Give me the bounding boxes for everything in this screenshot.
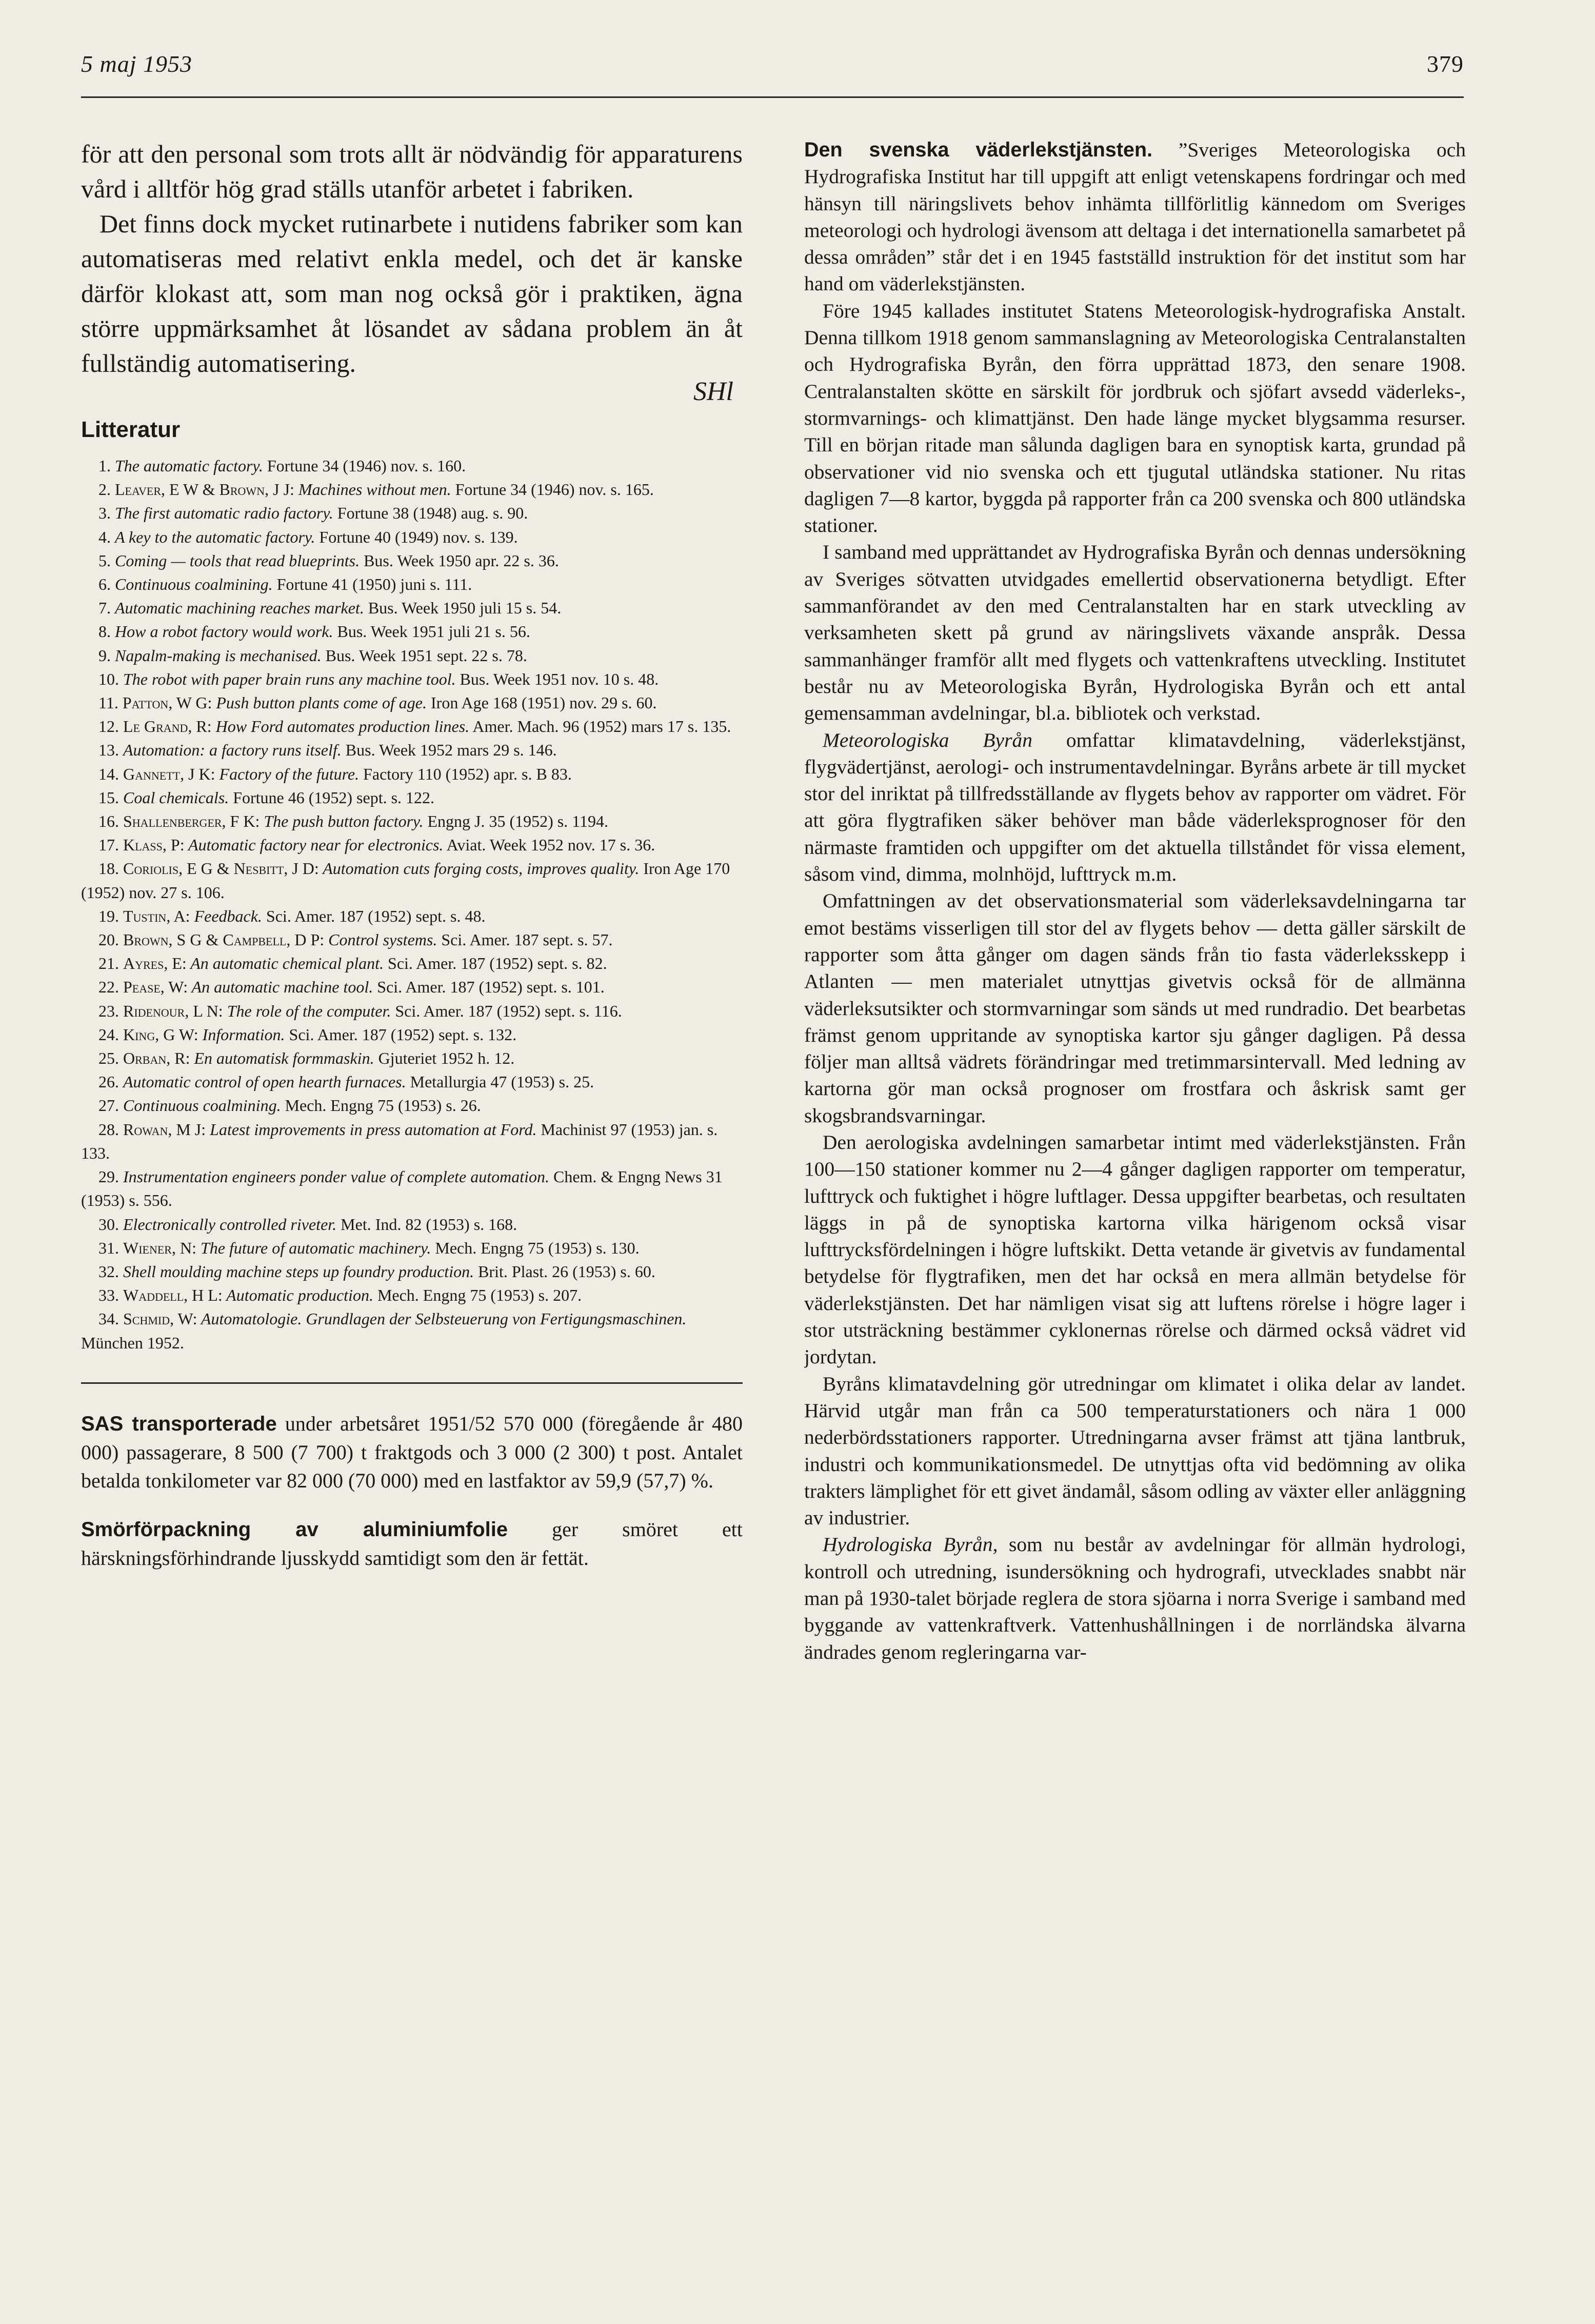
- reference-item: [81, 904, 743, 928]
- reference-source: Fortune 41 (1950) juni s. 111.: [272, 575, 472, 594]
- reference-title: Automatic factory near for electronics.: [184, 836, 444, 855]
- reference-number: 14.: [98, 764, 119, 783]
- reference-authors: Shallenberger, F K:: [123, 812, 260, 831]
- reference-item: [81, 928, 743, 951]
- reference-source: Iron Age 170 (1952) nov. 27 s. 106.: [81, 859, 730, 902]
- reference-number: 26.: [98, 1072, 119, 1091]
- reference-title: The first automatic radio factory.: [115, 504, 333, 523]
- reference-title: A key to the automatic factory.: [115, 527, 315, 546]
- reference-item: [81, 620, 743, 643]
- reference-authors: Leaver, E W & Brown, J J:: [115, 480, 294, 499]
- reference-number: 29.: [98, 1167, 119, 1186]
- left-column: [81, 136, 743, 2291]
- reference-number: 21.: [98, 954, 119, 973]
- reference-item: [81, 691, 743, 714]
- reference-source: Aviat. Week 1952 nov. 17 s. 36.: [443, 836, 655, 855]
- article-ending: [81, 136, 743, 381]
- reference-source: Metallurgia 47 (1953) s. 25.: [406, 1072, 594, 1091]
- reference-item: [81, 596, 743, 620]
- reference-authors: Schmid, W:: [123, 1309, 197, 1328]
- reference-source: Amer. Mach. 96 (1952) mars 17 s. 135.: [469, 717, 731, 736]
- reference-number: 23.: [98, 1001, 119, 1020]
- reference-source: Engng J. 35 (1952) s. 1194.: [423, 812, 609, 831]
- reference-number: 8.: [98, 622, 111, 641]
- reference-source: Mech. Engng 75 (1953) s. 207.: [373, 1286, 582, 1305]
- reference-item: [81, 833, 743, 857]
- reference-source: Bus. Week 1951 nov. 10 s. 48.: [455, 669, 659, 688]
- reference-authors: Patton, W G:: [122, 693, 212, 712]
- reference-title: An automatic chemical plant.: [186, 954, 384, 973]
- reference-title: The role of the computer.: [223, 1001, 391, 1020]
- reference-authors: King, G W:: [123, 1025, 198, 1044]
- reference-title: Automation: a factory runs itself.: [123, 741, 342, 760]
- reference-title: How Ford automates production lines.: [211, 717, 470, 736]
- reference-number: 18.: [98, 859, 119, 878]
- reference-number: 20.: [98, 930, 119, 949]
- reference-number: 12.: [98, 717, 119, 736]
- reference-number: 1.: [98, 456, 111, 475]
- references-list: [81, 454, 743, 1355]
- reference-authors: Wiener, N:: [123, 1238, 196, 1257]
- reference-item: [81, 454, 743, 478]
- reference-item: [81, 549, 743, 572]
- issue-date: 5 maj 1953: [81, 51, 192, 77]
- reference-item: [81, 644, 743, 667]
- reference-number: 17.: [98, 836, 119, 855]
- reference-source: Mech. Engng 75 (1953) s. 26.: [281, 1096, 481, 1115]
- reference-authors: Tustin, A:: [123, 906, 190, 925]
- reference-number: 7.: [98, 599, 111, 618]
- reference-title: Continuous coalmining.: [115, 575, 273, 594]
- reference-number: 4.: [98, 527, 111, 546]
- reference-title: How a robot factory would work.: [115, 622, 333, 641]
- reference-item: [81, 809, 743, 833]
- subsection-heading: Meteorologiska Byrån: [823, 728, 1032, 751]
- news-note-foil: [81, 1515, 743, 1572]
- reference-source: Gjuteriet 1952 h. 12.: [374, 1049, 515, 1068]
- reference-title: Coming — tools that read blueprints.: [115, 551, 360, 570]
- note-heading: SAS transporterade: [81, 1412, 277, 1435]
- right-column: [804, 136, 1466, 2291]
- reference-title: The robot with paper brain runs any machine tool.: [123, 669, 456, 688]
- reference-authors: Ridenour, L N:: [123, 1001, 223, 1020]
- reference-title: Instrumentation engineers ponder value of complete automation.: [123, 1167, 549, 1186]
- reference-item: [81, 762, 743, 786]
- reference-number: 27.: [98, 1096, 119, 1115]
- reference-authors: Ayres, E:: [123, 954, 187, 973]
- reference-source: Iron Age 168 (1951) nov. 29 s. 60.: [427, 693, 657, 712]
- reference-source: Sci. Amer. 187 (1952) sept. s. 116.: [391, 1001, 622, 1020]
- reference-source: Bus. Week 1952 mars 29 s. 146.: [341, 741, 557, 760]
- reference-item: [81, 525, 743, 549]
- reference-title: Shell moulding machine steps up foundry production.: [123, 1262, 474, 1281]
- article-heading: Den svenska väderlekstjänsten.: [804, 138, 1153, 161]
- reference-number: 10.: [98, 669, 119, 688]
- note-heading: Smörförpackning av aluminiumfolie: [81, 1518, 508, 1541]
- reference-number: 19.: [98, 906, 119, 925]
- reference-number: 2.: [98, 480, 111, 499]
- reference-title: Automation cuts forging costs, improves quality.: [318, 859, 640, 878]
- reference-authors: Brown, S G & Campbell, D P:: [123, 930, 325, 949]
- reference-source: Sci. Amer. 187 sept. s. 57.: [437, 930, 613, 949]
- article-paragraph: Den svenska väderlekstjänsten. ”Sveriges Meteorologiska och Hydrografiska Institut har till uppgift att enligt vetenskapens fordringar och med hänsyn till näringslivets behov inhämta tillförlitlig kännedom om Sveriges meteorologi och hydrologi ävensom att deltaga i det internationella samarbetet på dessa områden” står det i en 1945 fastställd instruktion för det institut som har hand om väderlekstjänsten.: [804, 138, 1466, 295]
- reference-item: [81, 1023, 743, 1046]
- lead-paragraph: Det finns dock mycket rutinarbete i nutidens fabriker som kan automatiseras med relativt enkla medel, och det är kanske därför klokast att, som man nog också gör i praktiken, ägna större uppmärksamhet åt lösandet av sådana problem än åt fullständig automatisering.: [81, 209, 743, 378]
- reference-number: 34.: [98, 1309, 119, 1328]
- reference-item: [81, 999, 743, 1023]
- reference-number: 6.: [98, 575, 111, 594]
- reference-item: [81, 1165, 743, 1212]
- page-number: 379: [1427, 51, 1464, 77]
- article-paragraph: Omfattningen av det observationsmaterial som väderleksavdelningarna tar emot bestäms visserligen till stor del av flygets behov — detta gäller särskilt de rapporter som åtta gånger om dagen sänds från tio fasta väderleksskepp i Atlanten — men materialet utnyttjas givetvis också för de allmänna väderleksutsikter och stormvarningar som sänds ut med rundradio. Det bearbetas främst genom uppritande av synoptiska kartor sju gånger dagligen. På dessa följer man alltså vädrets förändringar med tretimmarsintervall. Med ledning av kartorna gör man också prognoser om frostfara och åskrisk samt ger skogsbrandsvarningar.: [804, 889, 1466, 1127]
- reference-source: Brit. Plast. 26 (1953) s. 60.: [474, 1262, 655, 1281]
- reference-title: En automatisk formmaskin.: [190, 1049, 374, 1068]
- reference-authors: Pease, W:: [123, 978, 188, 997]
- reference-source: Sci. Amer. 187 (1952) sept. s. 82.: [384, 954, 607, 973]
- page-header: [81, 45, 1464, 98]
- reference-number: 3.: [98, 504, 111, 523]
- reference-number: 13.: [98, 741, 119, 760]
- reference-source: Factory 110 (1952) apr. s. B 83.: [359, 764, 572, 783]
- reference-title: The push button factory.: [260, 812, 424, 831]
- reference-item: [81, 975, 743, 999]
- reference-item: [81, 1213, 743, 1236]
- reference-source: Fortune 34 (1946) nov. s. 165.: [451, 480, 654, 499]
- reference-source: Machinist 97 (1953) jan. s. 133.: [81, 1120, 718, 1162]
- reference-item: [81, 786, 743, 809]
- note-text: ger smöret ett härskningsförhindrande ljusskydd samtidigt som den är fettät.: [81, 1517, 743, 1570]
- reference-item: [81, 572, 743, 596]
- reference-number: 16.: [98, 812, 119, 831]
- reference-title: Machines without men.: [294, 480, 451, 499]
- reference-title: The future of automatic machinery.: [196, 1238, 431, 1257]
- reference-number: 30.: [98, 1215, 119, 1234]
- reference-title: An automatic machine tool.: [188, 978, 373, 997]
- weather-service-article: [804, 136, 1466, 1665]
- reference-title: Automatic production.: [222, 1286, 373, 1305]
- reference-source: Fortune 40 (1949) nov. s. 139.: [315, 527, 518, 546]
- reference-title: Feedback.: [190, 906, 262, 925]
- reference-number: 28.: [98, 1120, 119, 1139]
- reference-source: Sci. Amer. 187 (1952) sept. s. 48.: [262, 906, 486, 925]
- reference-number: 24.: [98, 1025, 119, 1044]
- reference-title: Automatologie. Grundlagen der Selbsteuerung von Fertigungsmaschinen.: [197, 1309, 687, 1328]
- article-paragraph: Den aerologiska avdelningen samarbetar intimt med väderlekstjänsten. Från 100—150 stationer kommer nu 2—4 gånger dagligen rapporter om temperatur, lufttryck och fuktighet i högre luftlager. Dessa uppgifter bearbetas, och resultaten läggs in på de synoptiska kartorna vilka härigenom också visar lufttrycksfördelningen i högre luftskikt. Detta vetande är givetvis av fundamental betydelse för flygtrafiken, men det har också en mera allmän betydelse för väderlekstjänsten. Det har nämligen visat sig att luftens rörelse i högre lager i stor utsträckning bestämmer cyklonernas rörelse och därmed också vädret vid jordytan.: [804, 1130, 1466, 1368]
- reference-number: 25.: [98, 1049, 119, 1068]
- reference-item: [81, 714, 743, 738]
- reference-number: 33.: [98, 1286, 119, 1305]
- reference-item: [81, 478, 743, 501]
- lead-paragraph: för att den personal som trots allt är nödvändig för apparaturens vård i alltför hög grad ställs utanför arbetet i fabriken.: [81, 140, 743, 203]
- reference-source: Bus. Week 1951 sept. 22 s. 78.: [321, 646, 527, 665]
- reference-source: Chem. & Engng News 31 (1953) s. 556.: [81, 1167, 723, 1210]
- reference-item: [81, 738, 743, 762]
- note-text: under arbetsåret 1951/52 570 000 (föregående år 480 000) passagerare, 8 500 (7 700) t fraktgods och 3 000 (2 300) t post. Antalet betalda tonkilometer var 82 000 (70 000) med en lastfaktor av 59,9 (57,7) %.: [81, 1412, 743, 1492]
- reference-number: 5.: [98, 551, 111, 570]
- reference-title: Information.: [198, 1025, 285, 1044]
- reference-item: [81, 857, 743, 904]
- author-signature: SHl: [693, 377, 733, 406]
- article-paragraph: Byråns klimatavdelning gör utredningar om klimatet i olika delar av landet. Härvid utgår man från ca 500 temperaturstationers och nära 1 000 nederbördsstationers rapporter. Utredningarna avser främst att tjäna lantbruk, industri och kommunikationsmedel. De utnyttjas ofta vid bedömning av olika trakters lämplighet för ett givet ändamål, såsom odling av växter eller anläggning av industrier.: [804, 1372, 1466, 1530]
- reference-item: [81, 501, 743, 525]
- reference-item: [81, 1070, 743, 1094]
- reference-number: 9.: [98, 646, 111, 665]
- reference-authors: Waddell, H L:: [123, 1286, 223, 1305]
- reference-title: Napalm-making is mechanised.: [115, 646, 322, 665]
- reference-source: Bus. Week 1951 juli 21 s. 56.: [333, 622, 530, 641]
- reference-title: Control systems.: [324, 930, 437, 949]
- reference-number: 31.: [98, 1238, 119, 1257]
- reference-item: [81, 951, 743, 975]
- reference-source: Fortune 38 (1948) aug. s. 90.: [333, 504, 528, 523]
- reference-item: [81, 1118, 743, 1165]
- reference-authors: Coriolis, E G & Nesbitt, J D:: [123, 859, 319, 878]
- reference-item: [81, 667, 743, 691]
- article-paragraph: I samband med upprättandet av Hydrografiska Byrån och dennas undersökning av Sveriges sötvatten utvidgades emellertid observationerna betydligt. Efter sammanförandet av den med Centralanstalten har en stark utveckling av verksamheten skett på grund av näringslivets växande anspråk. Dessa sammanhänger framför allt med flygets och vattenkraftens utveckling. Institutet består nu av Meteorologiska Byrån, Hydrologiska Byrån och ett antal gemensamman avdelningar, bl.a. bibliotek och verkstad.: [804, 541, 1466, 725]
- reference-source: Fortune 34 (1946) nov. s. 160.: [263, 456, 466, 475]
- reference-number: 11.: [98, 693, 118, 712]
- reference-number: 15.: [98, 788, 119, 807]
- reference-title: Continuous coalmining.: [123, 1096, 281, 1115]
- reference-title: Electronically controlled riveter.: [123, 1215, 337, 1234]
- reference-item: [81, 1283, 743, 1307]
- news-note-sas: [81, 1409, 743, 1495]
- reference-item: [81, 1236, 743, 1260]
- reference-source: München 1952.: [81, 1333, 184, 1352]
- article-paragraph: Hydrologiska Byrån, som nu består av avdelningar för allmän hydrologi, kontroll och utredning, isundersökning och hydrografi, utvecklades snabbt när man på 1930-talet började reglera de stora sjöarna i norra Sverige i samband med byggande av vattenkraftverk. Vattenhushållningen i de norrländska älvarna ändrades genom regleringarna var-: [804, 1533, 1466, 1663]
- section-divider: [81, 1382, 743, 1384]
- reference-authors: Klass, P:: [123, 836, 185, 855]
- subsection-heading: Hydrologiska Byrån,: [823, 1533, 998, 1556]
- reference-title: Automatic machining reaches market.: [115, 599, 364, 618]
- reference-authors: Le Grand, R:: [123, 717, 212, 736]
- reference-item: [81, 1094, 743, 1117]
- reference-source: Sci. Amer. 187 (1952) sept. s. 132.: [285, 1025, 517, 1044]
- reference-item: [81, 1260, 743, 1283]
- reference-title: Push button plants come of age.: [212, 693, 427, 712]
- reference-title: Coal chemicals.: [123, 788, 229, 807]
- reference-source: Met. Ind. 82 (1953) s. 168.: [336, 1215, 517, 1234]
- reference-authors: Gannett, J K:: [123, 764, 215, 783]
- article-paragraph: Meteorologiska Byrån omfattar klimatavdelning, väderlekstjänst, flygvädertjänst, aerologi- och instrumentavdelningar. Byråns arbete är till mycket stor del inriktat på tillfredsställande av flygets behov av rapporter om vädret. För att göra flygtrafiken säker behöver man både väderleksprognoser för den närmaste framtiden och uppgifter om det aktuella tillståndet för vissa element, såsom vind, dimma, molnhöjd, lufttryck m.m.: [804, 728, 1466, 886]
- reference-source: Bus. Week 1950 apr. 22 s. 36.: [360, 551, 559, 570]
- reference-title: Latest improvements in press automation at Ford.: [206, 1120, 537, 1139]
- reference-title: Factory of the future.: [215, 764, 360, 783]
- reference-authors: Rowan, M J:: [123, 1120, 206, 1139]
- references-heading: Litteratur: [81, 417, 181, 442]
- reference-number: 22.: [98, 978, 119, 997]
- reference-source: Mech. Engng 75 (1953) s. 130.: [431, 1238, 640, 1257]
- reference-item: [81, 1307, 743, 1354]
- reference-number: 32.: [98, 1262, 119, 1281]
- reference-authors: Orban, R:: [123, 1049, 190, 1068]
- reference-source: Sci. Amer. 187 (1952) sept. s. 101.: [373, 978, 605, 997]
- reference-source: Bus. Week 1950 juli 15 s. 54.: [364, 599, 562, 618]
- reference-title: The automatic factory.: [115, 456, 263, 475]
- reference-title: Automatic control of open hearth furnaces.: [123, 1072, 406, 1091]
- reference-source: Fortune 46 (1952) sept. s. 122.: [229, 788, 435, 807]
- reference-item: [81, 1046, 743, 1070]
- article-paragraph: Före 1945 kallades institutet Statens Meteorologisk-hydrografiska Anstalt. Denna tillkom 1918 genom sammanslagning av Meteorologiska Centralanstalten och Hydrografiska Byrån, den förra upprättad 1873, den senare 1908. Centralanstalten skötte en särskilt för jordbruk och sjöfart avsedd väderleks-, stormvarnings- och klimattjänst. Den hade länge mycket blygsamma resurser. Till en början ritade man sålunda dagligen bara en synoptisk karta, grundad på observationer vid nio svenska och ett tjugutal utländska stationer. Nu ritas dagligen 7—8 kartor, byggda på rapporter från ca 200 svenska och 800 utländska stationer.: [804, 299, 1466, 537]
